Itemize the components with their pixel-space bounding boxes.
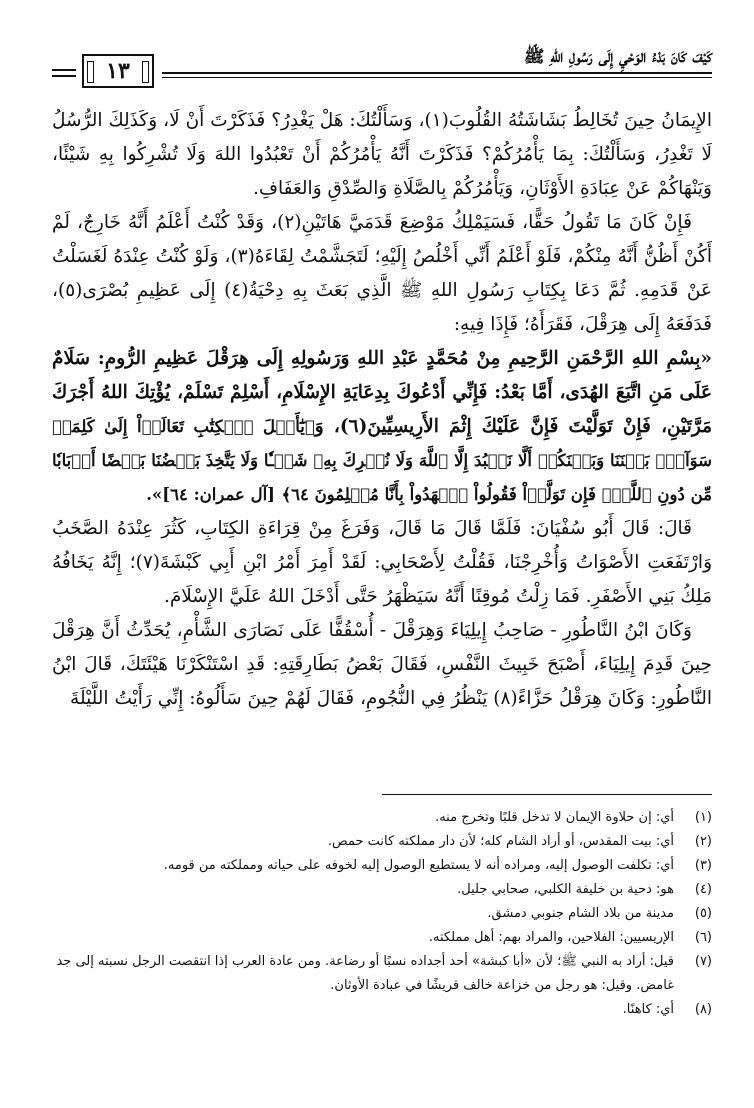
- footnote-text: هو: دحية بن خليفة الكلبي، صحابي جليل.: [457, 882, 674, 897]
- footnote-text: الإريسيين: الفلاحين، والمراد بهم: أهل مملكته.: [428, 930, 674, 945]
- footnote: [52, 878, 712, 902]
- footnote: [52, 854, 712, 878]
- quran-reference: [آل عمران: ٦٤]».: [146, 485, 275, 504]
- header-rule: [162, 72, 712, 74]
- footnote: [52, 998, 712, 1022]
- quran-verse: ﴿يَٰٓأَهۡلَ ٱلۡكِتَٰبِ تَعَالَوۡاْ إِلَىٰ كَلِمَةٖ سَوَآءِۭ بَيۡنَنَا وَبَيۡنَكُمۡ أَلَّا نَعۡبُدَ إِلَّا ٱللَّهَ وَلَا نُشۡرِكَ بِهِۦ شَيۡـٔٗا وَلَا يَتَّخِذَ بَعۡضُنَا بَعۡضًا أَرۡبَابٗا مِّن دُونِ ٱللَّهِۚ فَإِن تَوَلَّوۡاْ فَقُولُواْ ٱشۡهَدُواْ بِأَنَّا مُسۡلِمُونَ ٦٤﴾: [52, 417, 712, 504]
- footnote-number: (٤): [694, 882, 712, 897]
- footnote: [52, 926, 712, 950]
- footnote-number: (١): [694, 810, 712, 825]
- footnote-number: (٢): [694, 834, 712, 849]
- main-text: [52, 104, 712, 716]
- footnote: [52, 806, 712, 830]
- footnote-number: (٧): [694, 954, 712, 969]
- page-number: ١٣: [82, 54, 154, 88]
- footnote-text: مدينة من بلاد الشام جنوبي دمشق.: [487, 906, 674, 921]
- page-header: [52, 44, 712, 92]
- footnote-number: (٨): [694, 1002, 712, 1017]
- footnote: [52, 950, 712, 998]
- footnote-number: (٣): [694, 858, 712, 873]
- footnote-number: (٥): [694, 906, 712, 921]
- footnote: [52, 830, 712, 854]
- paragraph: فَإِنْ كَانَ مَا تَقُولُ حَقًّا، فَسَيَمْلِكُ مَوْضِعَ قَدَمَيَّ هَاتَيْنِ(٢)، وَقَدْ كُنْتُ أَعْلَمُ أَنَّهُ خَارِجٌ، لَمْ أَكُنْ أَظُنُّ أَنَّهُ مِنْكُمْ، فَلَوْ أَعْلَمُ أَنِّي أَخْلُصُ إِلَيْهِ؛ لَتَجَشَّمْتُ لِقَاءَهُ(٣)، وَلَوْ كُنْتُ عِنْدَهُ لَغَسَلْتُ عَنْ قَدَمِهِ. ثُمَّ دَعَا بِكِتَابِ رَسُولِ اللهِ ﷺ الَّذِي بَعَثَ بِهِ دِحْيَةُ(٤) إِلَى عَظِيمِ بُصْرَى(٥)، فَدَفَعَهُ إِلَى هِرَقْلَ، فَقَرَأَهُ؛ فَإِذَا فِيهِ:: [52, 212, 713, 335]
- footnote-separator: [382, 794, 712, 795]
- footnote-text: قيل: أراد به النبي ﷺ؛ لأن «أبا كبشة» أحد أجداده نسبًا أو رضاعة. ومن عادة العرب إذا انتقصت الرجل نسبته إلى جد غامض. وقيل: هو رجل من خزاعة خالف قريشًا في عبادة الأوثان.: [56, 954, 674, 993]
- footnote-text: أي: إن حلاوة الإيمان لا تدخل قلبًا وتخرج منه.: [435, 810, 674, 825]
- header-rule-thin: [162, 77, 712, 78]
- letter-text: «بِسْمِ اللهِ الرَّحْمَنِ الرَّحِيمِ مِنْ مُحَمَّدٍ عَبْدِ اللهِ وَرَسُولِهِ إِلَى هِرَقْلَ عَظِيمِ الرُّومِ: سَلَامٌ عَلَى مَنِ اتَّبَعَ الهُدَى، أَمَّا بَعْدُ: فَإِنِّي أَدْعُوكَ بِدِعَايَةِ الإِسْلَامِ، أَسْلِمْ تَسْلَمْ، يُؤْتِكَ اللهُ أَجْرَكَ مَرَّتَيْنِ، فَإِنْ تَوَلَّيْتَ فَإِنَّ عَلَيْكَ إِثْمَ الأَرِيسِيِّينَ(٦)، وَ: [52, 348, 712, 437]
- prophet-letter: [52, 342, 712, 512]
- header-dash: [52, 75, 76, 77]
- footnote-text: أي: كاهنًا.: [622, 1002, 674, 1017]
- paragraph: الإِيمَانُ حِينَ تُخَالِطُ بَشَاشَتُهُ القُلُوبَ(١)، وَسَأَلْتُكَ: هَلْ يَغْدِرُ؟ فَذَكَرْتَ أَنْ لَا، وَكَذَلِكَ الرُّسُلُ لَا تَغْدِرُ، وَسَأَلْتُكَ: بِمَا يَأْمُرُكُمْ؟ فَذَكَرْتَ أَنَّهُ يَأْمُرُكُمْ أَنْ تَعْبُدُوا اللهَ وَلَا تُشْرِكُوا بِهِ شَيْئًا، وَيَنْهَاكُمْ عَنْ عِبَادَةِ الأَوْثَانِ، وَيَأْمُرُكُمْ بِالصَّلَاةِ وَالصِّدْقِ وَالعَفَافِ.: [52, 110, 712, 199]
- running-title: كَيْفَ كَانَ بَدْءُ الوَحْيِ إِلَى رَسُولِ اللهِ ﷺ: [523, 47, 712, 67]
- footnote-text: أي: تكلفت الوصول إليه، ومراده أنه لا يستطيع الوصول إليه لخوفه على حياته ومملكته من قومه.: [163, 858, 674, 873]
- footnote-text: أي: بيت المقدس، أو أراد الشام كله؛ لأن دار مملكته كانت حمص.: [327, 834, 674, 849]
- footnote-number: (٦): [694, 930, 712, 945]
- paragraph: وَكَانَ ابْنُ النَّاطُورِ - صَاحِبُ إِيلِيَاءَ وَهِرَقْلَ - أُسْقُفًّا عَلَى نَصَارَى الشَّأْمِ، يُحَدِّثُ أَنَّ هِرَقْلَ حِينَ قَدِمَ إِيلِيَاءَ، أَصْبَحَ خَبِيثَ النَّفْسِ، فَقَالَ بَعْضُ بَطَارِقَتِهِ: قَدِ اسْتَنْكَرْنَا هَيْئَتَكَ، قَالَ ابْنُ النَّاطُورِ: وَكَانَ هِرَقْلُ حَزَّاءً(٨) يَنْظُرُ فِي النُّجُومِ، فَقَالَ لَهُمْ حِينَ سَأَلُوهُ: إِنِّي رَأَيْتُ اللَّيْلَةَ: [52, 620, 712, 709]
- paragraph: قَالَ: قَالَ أَبُو سُفْيَانَ: فَلَمَّا قَالَ مَا قَالَ، وَفَرَغَ مِنْ قِرَاءَةِ الكِتَابِ، كَثُرَ عِنْدَهُ الصَّخَبُ وَارْتَفَعَتِ الأَصْوَاتُ وَأُخْرِجْنَا، فَقُلْتُ لِأَصْحَابِي: لَقَدْ أَمِرَ أَمْرُ ابْنِ أَبِي كَبْشَةَ(٧)؛ إِنَّهُ يَخَافُهُ مَلِكُ بَنِي الأَصْفَرِ. فَمَا زِلْتُ مُوقِنًا أَنَّهُ سَيَظْهَرُ حَتَّى أَدْخَلَ اللهُ عَلَيَّ الإِسْلَامَ.: [52, 518, 712, 607]
- header-dash: [52, 69, 76, 71]
- footnotes: [52, 806, 712, 1022]
- footnote: [52, 902, 712, 926]
